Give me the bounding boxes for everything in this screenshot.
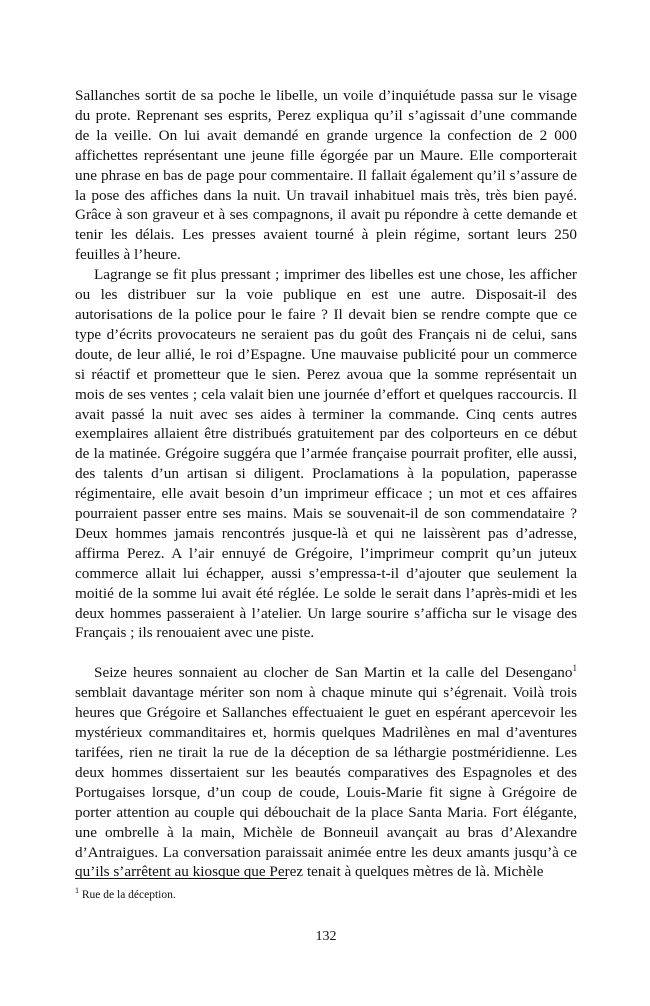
footnote [75,888,176,902]
page-number: 132 [315,929,337,944]
footnote-divider [75,878,287,879]
footnote-reference[interactable]: 1 [572,663,577,674]
footnote-marker: 1 [75,886,79,896]
section-break [75,643,577,663]
paragraph-1: Sallanches sortit de sa poche le libelle, un voile d’inquiétude passa sur le visage du prote. Reprenant ses esprits, Perez expliqua qu’il s’agissait d’une commande de la veille. On lui avait demandé en grande urgence la confection de 2 000 affichettes représentant une jeune fille égorgée par un Maure. Elle comporterait une phrase en bas de page pour commentaire. Il fallait également qu’il s’assure de la pose des affiches dans la nuit. Un travail inhabituel mais très, très bien payé. Grâce à son graveur et à ses compagnons, il avait pu répondre à cette demande et tenir les délais. Les presses avaient tourné à plein régime, sortant leurs 250 feuilles à l’heure. [75,87,577,264]
footnote-text: Rue de la déception. [79,889,176,901]
paragraph-2: Lagrange se fit plus pressant ; imprimer des libelles est une chose, les afficher ou les distribuer sur la voie publique en est une autre. Disposait-il des autorisations de la police pour le faire ? Il devait bien se rendre compte que ce type d’écrits provocateurs ne seraient pas du goût des Français ni de celui, sans doute, de leur allié, le roi d’Espagne. Une mauvaise publicité pour un commerce si réactif et prometteur que le sien. Perez avoua que la somme représentait un mois de ses ventes ; cela valait bien une journée d’effort et quelques raccourcis. Il avait passé la nuit avec ses aides à terminer la commande. Cinq cents autres exemplaires allaient être distribués gratuitement par des colporteurs en ce début de la matinée. Grégoire suggéra que l’armée française pourrait profiter, elle aussi, des talents d’un artisan si diligent. Proclamations à la population, paperasse régimentaire, elle avait besoin d’un imprimeur efficace ; un mot et ces affaires pourraient passer entre ses mains. Mais se souvenait-il de son commendataire ? Deux hommes jamais rencontrés jusque-là et qui ne laissèrent pas d’adresse, affirma Perez. A l’air ennuyé de Grégoire, l’imprimeur comprit qu’un juteux commerce allait lui échapper, aussi s’empressa-t-il d’ajouter que seulement la moitié de la somme lui avait été réglée. Le solde le serait dans l’après-midi et les deux hommes passeraient à l’atelier. Un large sourire s’afficha sur le visage des Français ; ils renouaient avec une piste. [75,266,577,642]
book-page [75,86,577,966]
paragraph-3 [75,663,577,882]
paragraph-3-start: Seize heures sonnaient au clocher de San Martin et la calle del Desengano [94,664,573,682]
paragraph-3-rest: semblait davantage mériter son nom à chaque minute qui s’égrenait. Voilà trois heures que Grégoire et Sallanches effectuaient le guet en espérant apercevoir les mystérieux commanditaires et, hormis quelques Madrilènes en mal d’aventures tarifées, rien ne tirait la rue de la déception de sa léthargie postméridienne. Les deux hommes dissertaient sur les beautés comparatives des Espagnoles et des Portugaises lorsque, d’un coup de coude, Louis-Marie fit signe à Grégoire de porter attention au couple qui débouchait de la place Santa Maria. Fort élégante, une ombrelle à la main, Michèle de Bonneuil avançait au bras d’Alexandre d’Antraigues. La conversation paraissait animée entre les deux amants jusqu’à ce qu’ils s’arrêtent au kiosque que Perez tenait à quelques mètres de là. Michèle [75,684,577,881]
